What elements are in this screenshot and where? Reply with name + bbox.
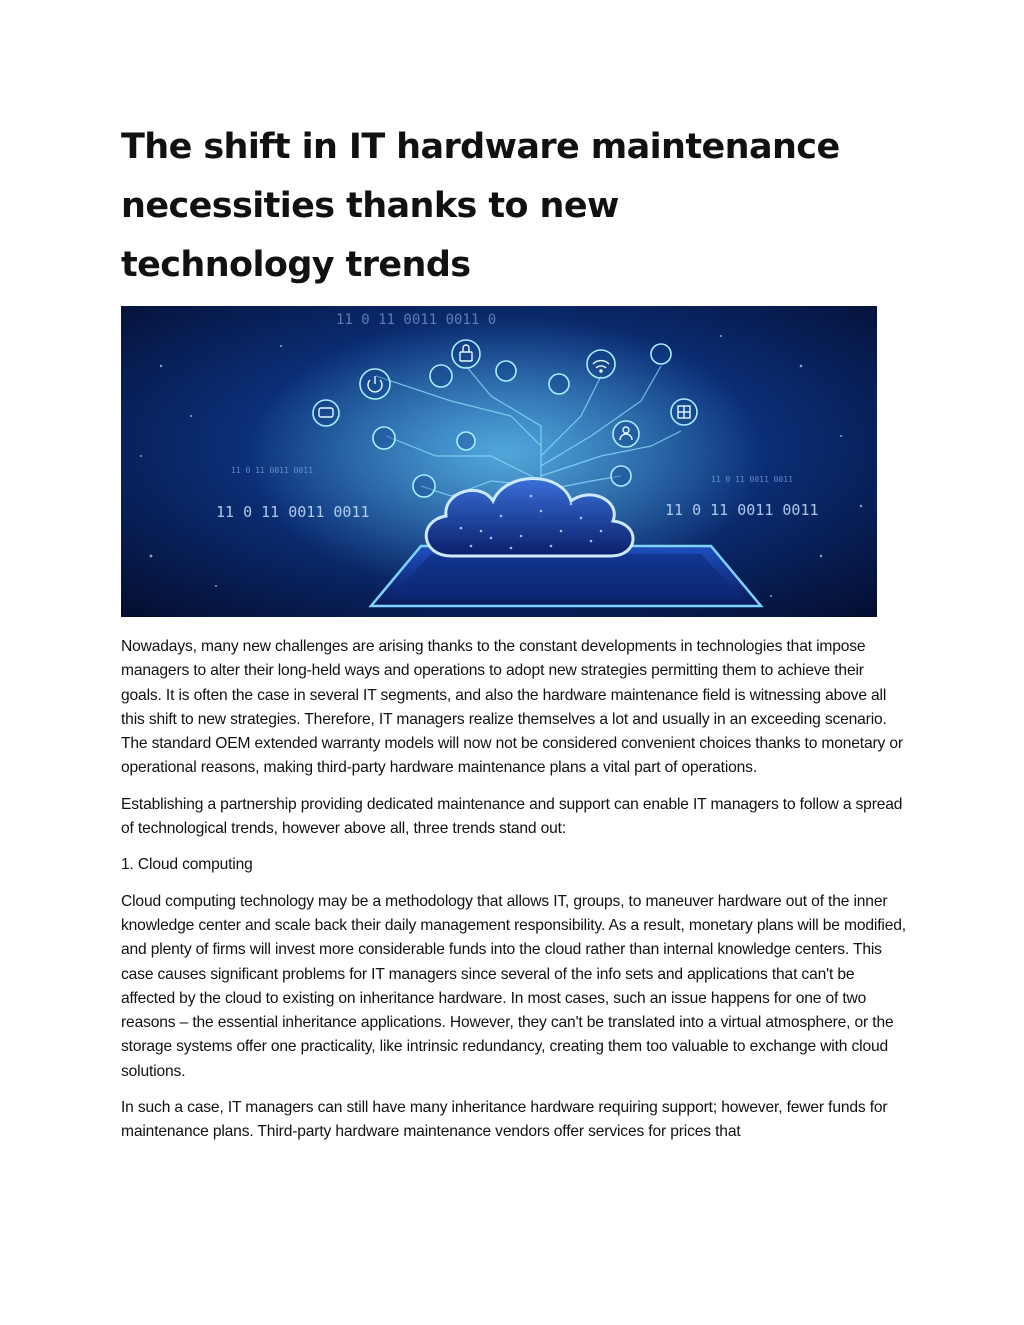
paragraph-cloud-computing: Cloud computing technology may be a methodology that allows IT, groups, to maneuver hardware out of the inner knowledge center and scale back their daily management responsibility. As a result, monetary plans will be modified, and plenty of firms will invest more considerable funds into the cloud rather than internal knowledge centers. This case causes significant problems for IT managers since several of the info sets and applications that can't be affected by the cloud to existing on inheritance hardware. In most cases, such an issue happens for one of two reasons – the essential inheritance applications. However, they can't be translated into a virtual atmosphere, or the storage systems offer one practicality, like intrinsic redundancy, creating them too valuable to exchange with cloud solutions. [121,892,906,1080]
section-heading-cloud-computing: 1. Cloud computing [121,856,253,874]
paragraph-intro: Nowadays, many new challenges are arising thanks to the constant developments in technologies that impose managers to alter their long-held ways and operations to adopt new strategies permitting them to achieve their goals. It is often the case in several IT segments, and also the hardware maintenance field is witnessing above all this shift to new strategies. Therefore, IT managers realize themselves a lot and usually in an exceeding scenario. The standard OEM extended warranty models will now not be considered convenient choices thanks to monetary or operational reasons, making third-party hardware maintenance plans a vital part of operations. [121,638,903,777]
document-page [121,118,906,1141]
hero-right-code-small: 11 0 11 0011 0011 [711,475,793,484]
article-title: The shift in IT hardware maintenance necessities thanks to new technology trends [121,127,840,285]
hero-right-code: 11 0 11 0011 0011 [665,501,819,519]
cloud-technology-hero-image [121,306,877,617]
paragraph-partnership: Establishing a partnership providing dedicated maintenance and support can enable IT managers to follow a spread of technological trends, however above all, three trends stand out: [121,795,903,838]
hero-top-code: 11 0 11 0011 0011 0 [336,312,497,328]
paragraph-legacy-hardware: In such a case, IT managers can still have many inheritance hardware requiring support; however, fewer funds for maintenance plans. Third-party hardware maintenance vendors offer services for prices that [121,1099,888,1141]
hero-left-code-small: 11 0 11 0011 0011 [231,466,313,475]
article-body [121,635,906,1157]
hero-left-code: 11 0 11 0011 0011 [216,503,370,521]
